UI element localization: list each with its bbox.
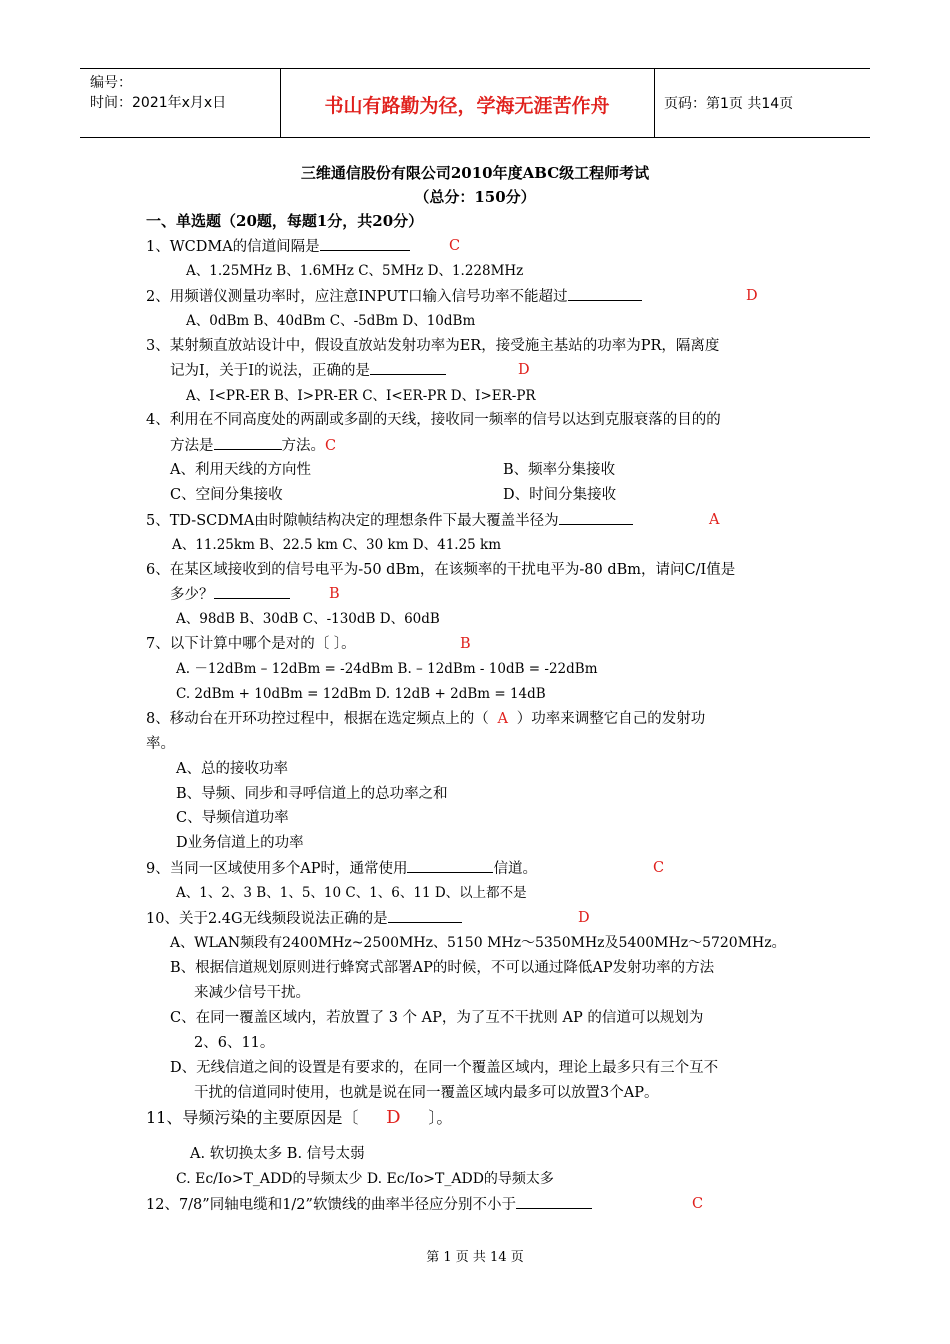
answer-mark: D	[746, 288, 758, 304]
section-heading: 一、单选题（20题，每题1分，共20分）	[146, 212, 424, 230]
question-text: 〕。	[428, 1108, 453, 1127]
option-d: D、时间分集接收	[503, 487, 617, 503]
question-8-cont: 率。	[146, 736, 175, 752]
answer-mark: D	[518, 362, 530, 378]
question-3-cont	[170, 360, 446, 381]
question-text: 10、关于2.4G无线频段说法正确的是	[146, 911, 388, 927]
question-5	[146, 510, 633, 531]
options: A、98dB B、30dB C、-130dB D、60dB	[176, 611, 440, 627]
question-4: 4、利用在不同高度处的两副或多副的天线，接收同一频率的信号以达到克服衰落的目的的	[146, 412, 721, 428]
question-text: 1、WCDMA的信道间隔是	[146, 239, 320, 255]
question-text: 12、7/8”同轴电缆和1/2”软馈线的曲率半径应分别不小于	[146, 1197, 516, 1213]
option-b: B、根据信道规划原则进行蜂窝式部署AP的时候，不可以通过降低AP发射功率的方法	[170, 960, 715, 976]
answer-mark: B	[460, 636, 471, 652]
option-b: B、频率分集接收	[503, 462, 616, 478]
answer-blank	[407, 858, 493, 873]
question-text: 方法是	[170, 438, 214, 454]
options: A、0dBm B、40dBm C、-5dBm D、10dBm	[186, 313, 476, 329]
exam-title: 三维通信股份有限公司2010年度ABC级工程师考试	[300, 164, 650, 182]
option-a: A、总的接收功率	[176, 761, 288, 777]
question-2	[146, 286, 642, 307]
question-text: ）功率来调整它自己的发射功	[516, 711, 706, 727]
question-6: 6、在某区域接收到的信号电平为-50 dBm，在该频率的干扰电平为-80 dBm，请问C/I值是	[146, 562, 736, 578]
exam-total: （总分：150分）	[414, 188, 536, 206]
options-cd: C. 2dBm + 10dBm = 12dBm D. 12dB + 2dBm = 14dB	[176, 686, 546, 702]
answer-mark: D	[578, 910, 590, 926]
option-a: A、利用天线的方向性	[170, 462, 311, 478]
question-11	[146, 1108, 452, 1128]
options-ab: A. －12dBm – 12dBm = -24dBm B. – 12dBm - 10dB = -22dBm	[176, 661, 598, 677]
question-1	[146, 236, 410, 257]
options: A、1.25MHz B、1.6MHz C、5MHz D、1.228MHz	[186, 263, 524, 279]
answer-mark: A	[709, 512, 720, 528]
option-c: C、导频信道功率	[176, 810, 289, 826]
question-6-cont	[170, 584, 290, 605]
question-8	[146, 709, 705, 729]
question-7: 7、以下计算中哪个是对的〔 〕。	[146, 636, 356, 652]
question-text: 9、当同一区域使用多个AP时，通常使用	[146, 861, 408, 877]
option-d: D业务信道上的功率	[176, 835, 304, 851]
header-meta	[90, 73, 226, 113]
answer-mark: D	[386, 1107, 401, 1128]
time-label: 时间：2021年x月x日	[90, 95, 227, 111]
question-text: 5、TD-SCDMA由时隙帧结构决定的理想条件下最大覆盖半径为	[146, 513, 559, 529]
answer-mark: B	[329, 586, 340, 602]
number-label: 编号：	[90, 75, 132, 91]
answer-mark: C	[692, 1196, 704, 1212]
question-10	[146, 908, 462, 929]
options-cd: C. Ec/Io>T_ADD的导频太少 D. Ec/Io>T_ADD的导频太多	[176, 1171, 554, 1187]
question-text: 方法。	[281, 438, 325, 454]
answer-mark: C	[325, 438, 337, 454]
answer-blank	[370, 360, 446, 375]
answer-mark: A	[497, 711, 508, 727]
options: A、1、2、3 B、1、5、10 C、1、6、11 D、以上都不是	[176, 885, 527, 901]
question-text: 信道。	[493, 861, 537, 877]
question-text: 记为I，关于I的说法，正确的是	[170, 363, 370, 379]
answer-blank	[320, 236, 410, 251]
page-header	[80, 68, 870, 138]
options: A、I<PR-ER B、I>PR-ER C、I<ER-PR D、I>ER-PR	[186, 388, 536, 404]
question-12	[146, 1194, 592, 1215]
header-motto: 书山有路勤为径，学海无涯苦作舟	[324, 95, 610, 117]
option-d-cont: 干扰的信道同时使用，也就是说在同一覆盖区域内最多可以放置3个AP。	[194, 1085, 659, 1101]
answer-blank	[516, 1194, 592, 1209]
question-9	[146, 858, 537, 879]
page-footer: 第 1 页 共 14 页	[426, 1250, 524, 1265]
option-c-cont: 2、6、11。	[194, 1035, 275, 1051]
answer-mark: C	[449, 238, 461, 254]
answer-blank	[214, 584, 290, 599]
answer-blank	[559, 510, 633, 525]
question-text: 多少？	[170, 587, 214, 603]
option-b: B、导频、同步和寻呼信道上的总功率之和	[176, 786, 448, 802]
option-b-cont: 来减少信号干扰。	[194, 985, 310, 1001]
header-divider	[654, 69, 655, 137]
option-d: D、无线信道之间的设置是有要求的，在同一个覆盖区域内，理论上最多只有三个互不	[170, 1060, 719, 1076]
question-text: 8、移动台在开环功控过程中，根据在选定频点上的（	[146, 711, 489, 727]
options-ab: A. 软切换太多 B. 信号太弱	[190, 1146, 365, 1162]
options: A、11.25km B、22.5 km C、30 km D、41.25 km	[172, 537, 502, 553]
header-page-label: 页码：第1页 共14页	[664, 96, 794, 112]
question-text: 11、导频污染的主要原因是〔	[146, 1108, 359, 1127]
answer-mark: C	[653, 860, 665, 876]
option-c: C、在同一覆盖区域内，若放置了 3 个 AP，为了互不干扰则 AP 的信道可以规划为	[170, 1010, 704, 1026]
answer-blank	[214, 435, 282, 450]
answer-blank	[568, 286, 642, 301]
question-4-cont	[170, 435, 336, 456]
answer-blank	[388, 908, 462, 923]
option-c: C、空间分集接收	[170, 487, 283, 503]
question-3: 3、某射频直放站设计中，假设直放站发射功率为ER，接受施主基站的功率为PR，隔离度	[146, 338, 720, 354]
option-a: A、WLAN频段有2400MHz~2500MHz、5150 MHz～5350MHz及5400MHz～5720MHz。	[170, 935, 786, 951]
question-text: 2、用频谱仪测量功率时，应注意INPUT口输入信号功率不能超过	[146, 289, 568, 305]
